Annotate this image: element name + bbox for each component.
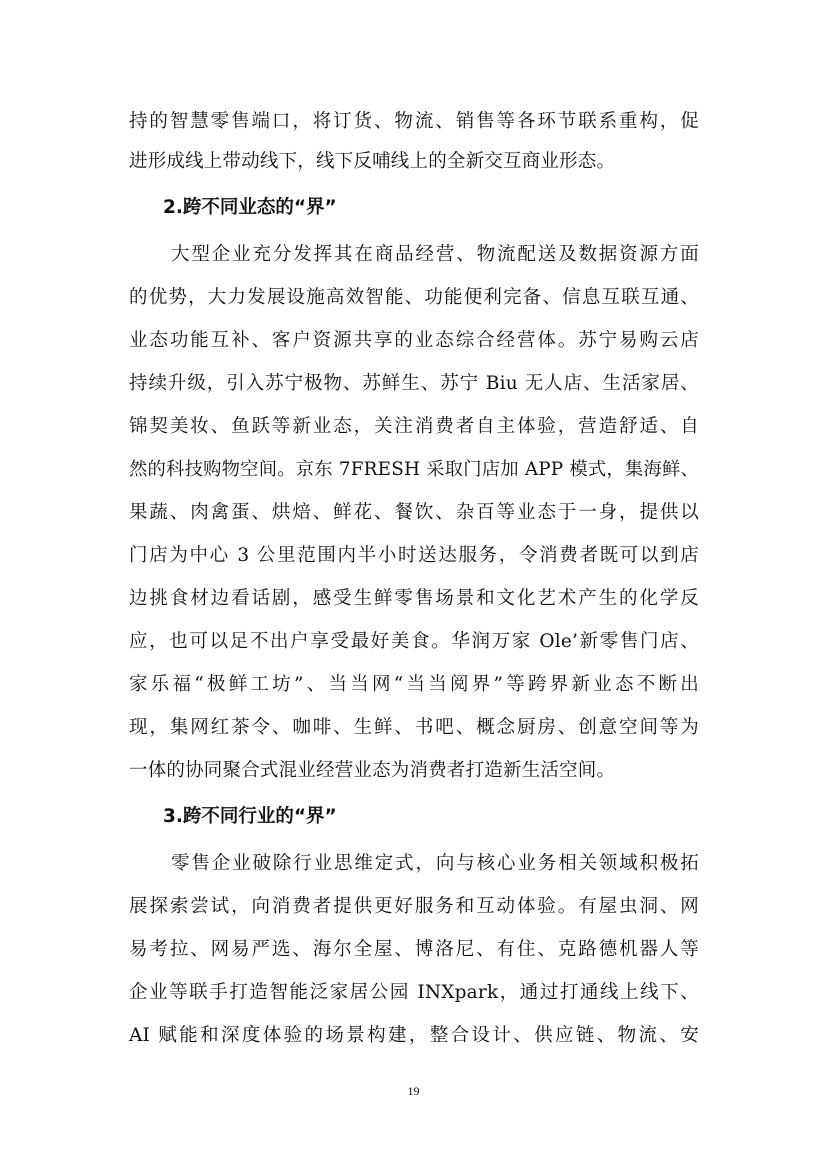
paragraph-3-line-1: 零售企业破除行业思维定式，向与核心业务相关领域积极拓 bbox=[171, 853, 699, 874]
paragraph-2-line-11: 家乐福“极鲜工坊”、当当网“当当阅界”等跨界新业态不断出 bbox=[129, 674, 699, 695]
paragraph-2-line-1: 大型企业充分发挥其在商品经营、物流配送及数据资源方面 bbox=[171, 244, 699, 265]
paragraph-2-line-2: 的优势，大力发展设施高效智能、功能便利完备、信息互联互通、 bbox=[129, 287, 699, 308]
paragraph-2-line-6: 然的科技购物空间。京东 7FRESH 采取门店加 APP 模式，集海鲜、 bbox=[129, 459, 700, 480]
paragraph-2-line-8: 门店为中心 3 公里范围内半小时送达服务，令消费者既可以到店 bbox=[129, 545, 699, 566]
paragraph-3-line-3: 易考拉、网易严选、海尔全屋、博洛尼、有住、克路德机器人等 bbox=[129, 939, 699, 960]
paragraph-2-line-12: 现，集网红茶令、咖啡、生鲜、书吧、概念厨房、创意空间等为 bbox=[129, 717, 699, 738]
section-heading-2: 2.跨不同业态的“界” bbox=[163, 197, 337, 218]
paragraph-3-line-2: 展探索尝试，向消费者提供更好服务和互动体验。有屋虫洞、网 bbox=[129, 896, 699, 917]
page-number: 19 bbox=[407, 1084, 420, 1098]
paragraph-1-line-2: 进形成线上带动线下，线下反哺线上的全新交互商业形态。 bbox=[129, 151, 616, 172]
section-heading-3: 3.跨不同行业的“界” bbox=[163, 806, 337, 827]
paragraph-3-line-5: AI 赋能和深度体验的场景构建，整合设计、供应链、物流、安 bbox=[129, 1025, 699, 1046]
paragraph-2-line-10: 应，也可以足不出户享受最好美食。华润万家 Ole’新零售门店、 bbox=[129, 631, 699, 652]
paragraph-3-line-4: 企业等联手打造智能泛家居公园 INXpark，通过打通线上线下、 bbox=[129, 982, 699, 1003]
paragraph-2-line-4: 持续升级，引入苏宁极物、苏鲜生、苏宁 Biu 无人店、生活家居、 bbox=[129, 373, 699, 394]
paragraph-2-line-7: 果蔬、肉禽蛋、烘焙、鲜花、餐饮、杂百等业态于一身，提供以 bbox=[129, 502, 699, 523]
paragraph-1-line-1: 持的智慧零售端口，将订货、物流、销售等各环节联系重构，促 bbox=[129, 111, 699, 132]
paragraph-2-line-5: 锦契美妆、鱼跃等新业态，关注消费者自主体验，营造舒适、自 bbox=[129, 416, 699, 437]
paragraph-2-line-9: 边挑食材边看话剧，感受生鲜零售场景和文化艺术产生的化学反 bbox=[129, 588, 699, 609]
paragraph-2-line-3: 业态功能互补、客户资源共享的业态综合经营体。苏宁易购云店 bbox=[129, 330, 699, 351]
paragraph-2-line-13: 一体的协同聚合式混业经营业态为消费者打造新生活空间。 bbox=[129, 760, 616, 781]
